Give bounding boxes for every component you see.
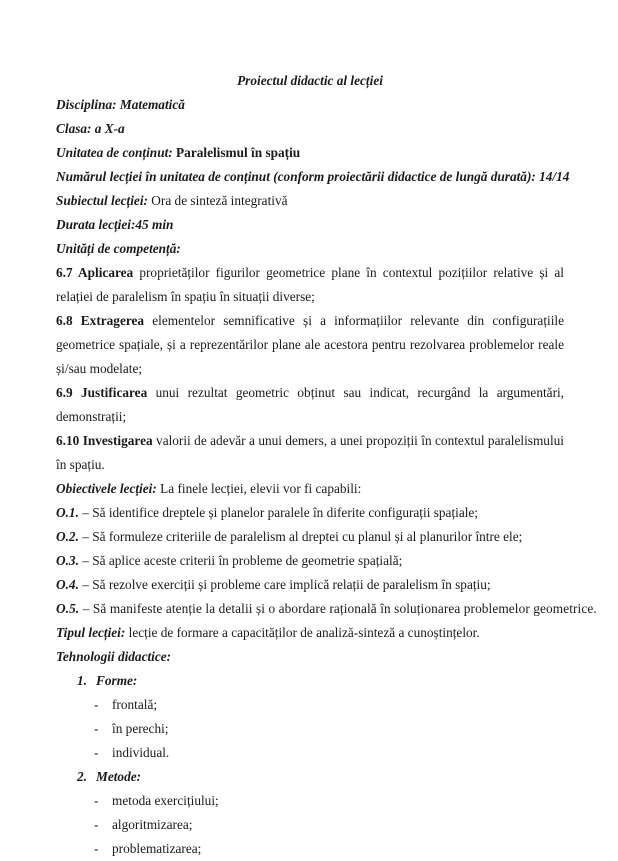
list-item-text: algoritmizarea; bbox=[112, 817, 193, 832]
objective-item bbox=[56, 573, 564, 597]
objective-text: – Să manifeste atenție la detalii și o abordare rațională în soluționarea problemelor geometrice. bbox=[79, 601, 597, 616]
discipline: Disciplina: Matematică bbox=[56, 97, 185, 112]
competence-text: unui rezultat geometric obținut sau indicat, recurgând la argumentări, demonstrații; bbox=[56, 385, 565, 424]
dash-bullet-icon: - bbox=[94, 697, 99, 712]
group-number: 2. bbox=[77, 769, 87, 784]
group-title: Forme: bbox=[96, 673, 138, 688]
objective-code: O.5. bbox=[56, 601, 80, 616]
document-title: Proiectul didactic al lecției bbox=[237, 73, 383, 88]
dash-bullet-icon: - bbox=[94, 793, 99, 808]
lesson-subject bbox=[56, 189, 564, 213]
lesson-duration: Durata lecției:45 min bbox=[56, 217, 174, 232]
objective-item bbox=[56, 597, 597, 621]
technology-group-forms bbox=[56, 669, 564, 693]
list-item bbox=[56, 717, 564, 741]
competence-item bbox=[56, 309, 564, 381]
competence-text: proprietăților figurilor geometrice plane în contextul pozițiilor relative și al relației de paralelism în spațiu în situații diverse; bbox=[56, 265, 564, 304]
content-unit bbox=[56, 141, 564, 165]
list-item bbox=[56, 813, 564, 837]
competence-item bbox=[56, 381, 564, 429]
list-item bbox=[56, 741, 564, 765]
objective-code: O.2. bbox=[56, 529, 79, 544]
content-unit-label: Unitatea de conținut: bbox=[56, 145, 173, 160]
list-item bbox=[56, 837, 564, 861]
objective-text: – Să formuleze criteriile de paralelism al dreptei cu planul și al planurilor între ele; bbox=[78, 529, 523, 544]
lesson-number: Numărul lecției în unitatea de conținut (conform proiectării didactice de lungă durată): 14/14 bbox=[56, 169, 570, 184]
objective-code: O.3. bbox=[56, 553, 79, 568]
objective-code: O.4. bbox=[56, 577, 79, 592]
competence-text: valorii de adevăr a unui demers, a unei propoziții în contextul paralelismului în spațiu. bbox=[56, 433, 564, 472]
document-page bbox=[56, 69, 597, 861]
competences-heading: Unități de competență: bbox=[56, 241, 181, 256]
competence-item bbox=[56, 261, 564, 309]
list-item-text: individual. bbox=[112, 745, 170, 760]
list-item-text: frontală; bbox=[112, 697, 158, 712]
competence-code: 6.8 Extragerea bbox=[56, 313, 145, 328]
objective-item bbox=[56, 501, 564, 525]
lesson-subject-label: Subiectul lecției: bbox=[56, 193, 148, 208]
competence-item bbox=[56, 429, 564, 477]
lesson-subject-value: Ora de sinteză integrativă bbox=[147, 193, 288, 208]
content-unit-value: Paralelismul în spațiu bbox=[172, 145, 301, 160]
class-level: Clasa: a X-a bbox=[56, 121, 125, 136]
lesson-type-value: lecție de formare a capacităților de analiză-sinteză a cunoștințelor. bbox=[125, 625, 480, 640]
objective-code: O.1. bbox=[56, 505, 79, 520]
objective-text: – Să rezolve exerciții și probleme care implică relații de paralelism în spațiu; bbox=[78, 577, 491, 592]
list-item-text: problematizarea; bbox=[112, 841, 202, 856]
technologies-list bbox=[56, 669, 564, 861]
group-title: Metode: bbox=[96, 769, 142, 784]
list-item-text: metoda exercițiului; bbox=[112, 793, 219, 808]
dash-bullet-icon: - bbox=[94, 817, 99, 832]
dash-bullet-icon: - bbox=[94, 745, 99, 760]
competence-text: elementelor semnificative și a informațiilor relevante din configurațiile geometrice spațiale, și a reprezentărilor plane ale acestora pentru rezolvarea problemelor reale și/sau modelate; bbox=[56, 313, 564, 376]
group-number: 1. bbox=[77, 673, 87, 688]
competence-code: 6.7 Aplicarea bbox=[56, 265, 134, 280]
technology-group-methods bbox=[56, 765, 564, 789]
technologies-heading: Tehnologii didactice: bbox=[56, 649, 172, 664]
list-item-text: în perechi; bbox=[112, 721, 169, 736]
objective-item bbox=[56, 549, 564, 573]
objectives-label: Obiectivele lecției: bbox=[56, 481, 157, 496]
objectives-intro-text: La finele lecției, elevii vor fi capabili: bbox=[156, 481, 362, 496]
objectives-intro bbox=[56, 477, 564, 501]
competence-code: 6.10 Investigarea bbox=[56, 433, 153, 448]
objective-text: – Să aplice aceste criterii în probleme de geometrie spațială; bbox=[78, 553, 403, 568]
list-item bbox=[56, 789, 564, 813]
dash-bullet-icon: - bbox=[94, 721, 99, 736]
competence-code: 6.9 Justificarea bbox=[56, 385, 148, 400]
objective-text: – Să identifice dreptele și planelor paralele în diferite configurații spațiale; bbox=[78, 505, 479, 520]
lesson-type bbox=[56, 621, 564, 645]
dash-bullet-icon: - bbox=[94, 841, 99, 856]
list-item bbox=[56, 693, 564, 717]
objective-item bbox=[56, 525, 564, 549]
lesson-type-label: Tipul lecției: bbox=[56, 625, 126, 640]
